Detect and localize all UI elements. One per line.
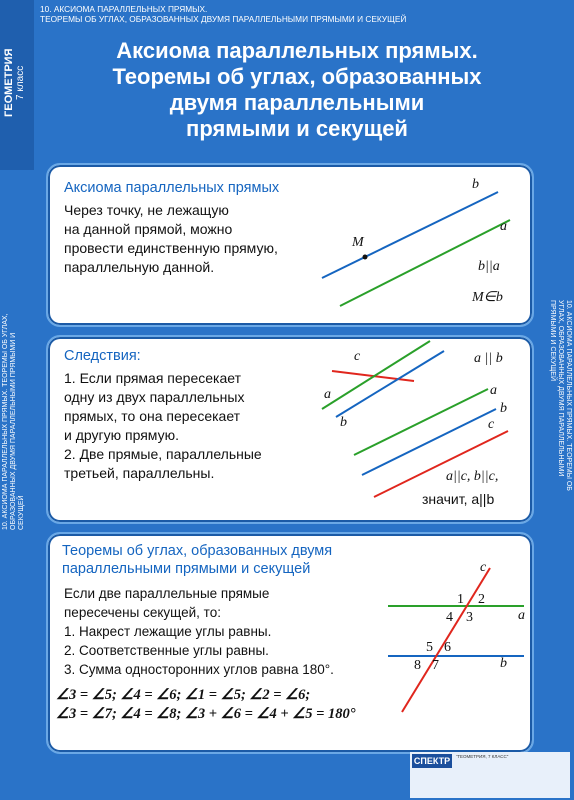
line-b-upper <box>336 351 444 417</box>
corollary-line: прямых, то она пересекает <box>64 408 241 424</box>
label-relation-2: a||c, b||c, <box>446 469 499 484</box>
theorem-line: 3. Сумма односторонних углов равна 180°. <box>64 662 334 677</box>
point-m <box>363 255 368 260</box>
subject-name: ГЕОМЕТРИЯ <box>3 48 15 118</box>
line-b <box>322 192 498 278</box>
label-conclusion: значит, a||b <box>422 491 495 507</box>
theorems-heading-line-2: параллельными прямыми и секущей <box>62 561 311 577</box>
angle-7: 7 <box>432 658 439 673</box>
theorems-text <box>64 584 334 679</box>
theorem-line: Если две параллельные прямые <box>64 586 270 601</box>
label-c1: c <box>354 349 361 364</box>
corollary-line: одну из двух параллельных <box>64 389 245 405</box>
corollary-line: 2. Две прямые, параллельные <box>64 446 262 462</box>
label-a1: a <box>324 387 331 402</box>
theorems-diagram <box>388 564 528 734</box>
theorem-line: пересечены секущей, то: <box>64 605 221 620</box>
footer-product: "ГЕОМЕТРИЯ, 7 КЛАСС" <box>456 754 509 759</box>
angle-3: 3 <box>466 610 473 625</box>
label-c: c <box>480 560 487 575</box>
angle-5: 5 <box>426 640 433 655</box>
title-line-2: Теоремы об углах, образованных <box>112 64 482 89</box>
label-parallel: b||a <box>478 259 500 274</box>
axiom-text <box>64 201 278 277</box>
label-relation-1: a || b <box>474 351 503 366</box>
theorem-line: 2. Соответственные углы равны. <box>64 643 269 658</box>
line-a-upper <box>322 341 430 409</box>
theorem-line: 1. Накрест лежащие углы равны. <box>64 624 272 639</box>
corollary-line: и другую прямую. <box>64 427 179 443</box>
label-b: b <box>500 656 507 671</box>
side-strip-right: 10. АКСИОМА ПАРАЛЛЕЛЬНЫХ ПРЯМЫХ. ТЕОРЕМЫ ОБ УГЛАХ, ОБРАЗОВАННЫХ ДВУМЯ ПАРАЛЛЕЛЬНЫМИ ПРЯМЫМИ И СЕКУЩЕЙ <box>549 300 572 491</box>
axiom-panel <box>46 163 534 327</box>
equations-line-1: ∠3 = ∠5; ∠4 = ∠6; ∠1 = ∠5; ∠2 = ∠6; <box>56 687 311 703</box>
label-b2: b <box>500 401 507 416</box>
corollary-line: третьей, параллельны. <box>64 465 215 481</box>
title-line-4: прямыми и секущей <box>186 116 408 141</box>
axiom-line: параллельную данной. <box>64 259 215 275</box>
side-strip-left: 10. АКСИОМА ПАРАЛЛЕЛЬНЫХ ПРЯМЫХ. ТЕОРЕМЫ ОБ УГЛАХ, ОБРАЗОВАННЫХ ДВУМЯ ПАРАЛЛЕЛЬНЫМИ ПРЯМЫМИ И СЕКУЩЕЙ <box>2 313 25 530</box>
equations-line-2: ∠3 = ∠7; ∠4 = ∠8; ∠3 + ∠6 = ∠4 + ∠5 = 180° <box>56 706 356 722</box>
axiom-line: провести единственную прямую, <box>64 240 278 256</box>
theorems-heading <box>62 542 332 578</box>
angle-8: 8 <box>414 658 421 673</box>
label-c2: c <box>488 417 495 432</box>
label-b1: b <box>340 415 347 430</box>
theorems-heading-line-1: Теоремы об углах, образованных двумя <box>62 543 333 559</box>
label-a: a <box>518 608 525 623</box>
page-title <box>42 38 552 142</box>
angle-6: 6 <box>444 640 451 655</box>
axiom-line: на данной прямой, можно <box>64 221 233 237</box>
label-a: a <box>500 219 507 234</box>
header-line-1: 10. АКСИОМА ПАРАЛЛЕЛЬНЫХ ПРЯМЫХ. <box>40 4 208 14</box>
grade-label: 7 класс <box>15 65 26 101</box>
axiom-line: Через точку, не лежащую <box>64 202 229 218</box>
equations <box>56 686 356 724</box>
subject-sidebar <box>0 0 34 170</box>
label-member: M∈b <box>472 290 503 305</box>
theorems-panel <box>46 532 534 754</box>
title-line-3: двумя параллельными <box>169 90 425 115</box>
publisher-logo: СПЕКТР <box>413 756 451 766</box>
angle-2: 2 <box>478 592 485 607</box>
label-b: b <box>472 177 479 192</box>
publisher-footer <box>410 752 570 798</box>
title-line-1: Аксиома параллельных прямых. <box>116 38 478 63</box>
corollary-line: 1. Если прямая пересекает <box>64 370 241 386</box>
label-m: M <box>352 235 364 250</box>
angle-1: 1 <box>457 592 464 607</box>
line-c-lower <box>374 431 508 497</box>
header-line-2: ТЕОРЕМЫ ОБ УГЛАХ, ОБРАЗОВАННЫХ ДВУМЯ ПАРАЛЛЕЛЬНЫМИ ПРЯМЫМИ И СЕКУЩЕЙ <box>40 14 407 24</box>
axiom-heading: Аксиома параллельных прямых <box>64 180 280 196</box>
header <box>40 4 570 28</box>
corollaries-heading: Следствия: <box>64 348 141 364</box>
angle-4: 4 <box>446 610 453 625</box>
corollaries-text <box>64 369 262 483</box>
label-a2: a <box>490 383 497 398</box>
subject-label <box>3 8 29 158</box>
corollaries-panel <box>46 335 534 524</box>
